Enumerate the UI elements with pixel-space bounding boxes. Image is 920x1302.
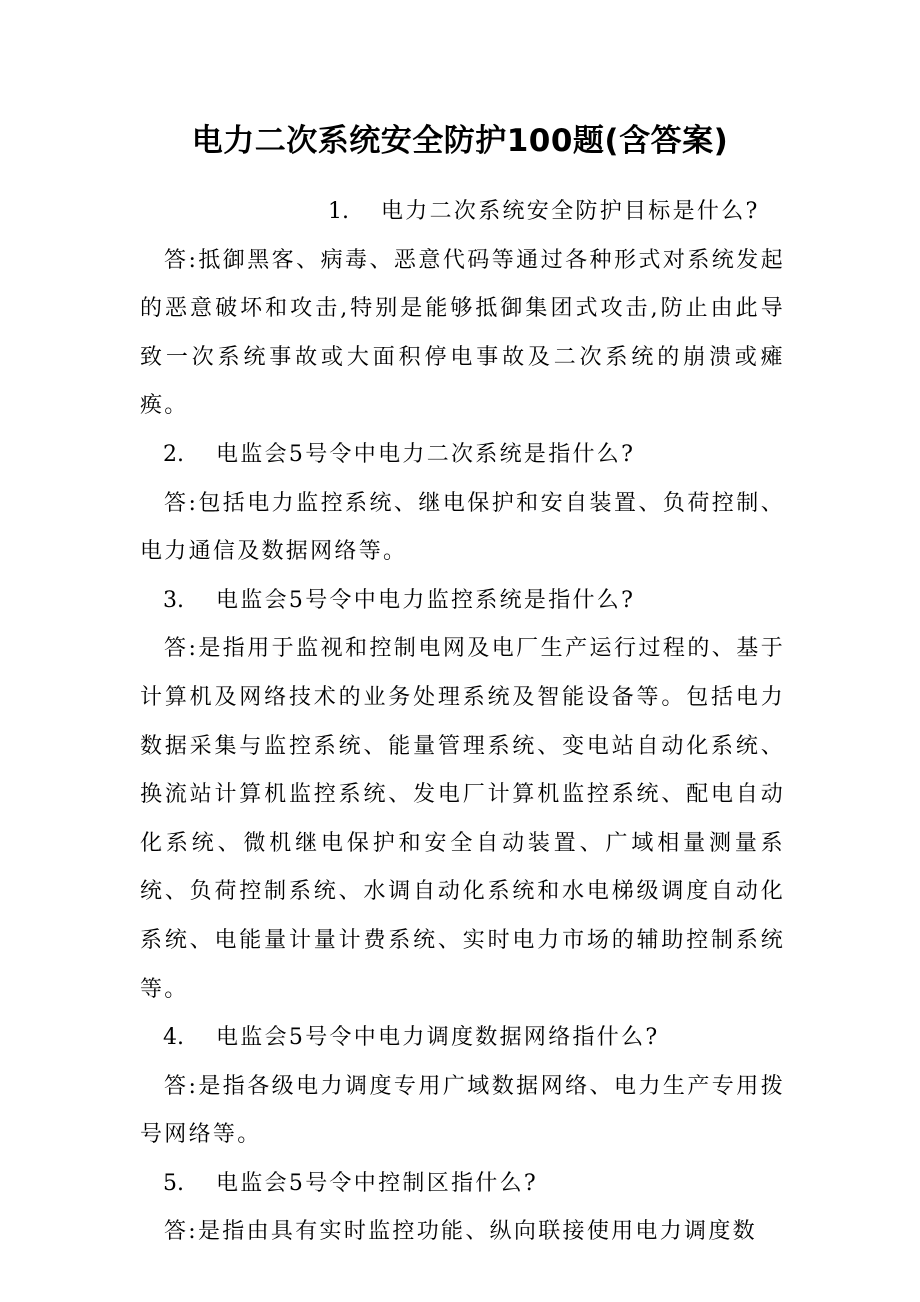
question-1 xyxy=(140,188,785,237)
question-number: 2. xyxy=(163,441,184,467)
question-4 xyxy=(140,1014,785,1063)
question-text: 电监会5号令中电力监控系统是指什么? xyxy=(216,587,636,613)
question-number: 4. xyxy=(163,1025,184,1051)
question-5 xyxy=(140,1160,785,1209)
question-text: 电监会5号令中电力二次系统是指什么? xyxy=(216,441,636,467)
question-2 xyxy=(140,431,785,480)
answer-5: 答:是指由具有实时监控功能、纵向联接使用电力调度数 xyxy=(164,1219,757,1245)
question-number: 3. xyxy=(163,587,184,613)
question-number: 5. xyxy=(163,1170,184,1196)
question-text: 电监会5号令中控制区指什么? xyxy=(216,1170,538,1196)
answer-2: 答:包括电力监控系统、继电保护和安自装置、负荷控制、电力通信及数据网络等。 xyxy=(140,490,785,565)
question-text: 电监会5号令中电力调度数据网络指什么? xyxy=(216,1025,660,1051)
answer-4: 答:是指各级电力调度专用广域数据网络、电力生产专用拨号网络等。 xyxy=(140,1073,785,1148)
question-3 xyxy=(140,577,785,626)
answer-3: 答:是指用于监视和控制电网及电厂生产运行过程的、基于计算机及网络技术的业务处理系统及智能设备等。包括电力数据采集与监控系统、能量管理系统、变电站自动化系统、换流站计算机监控系统、发电厂计算机监控系统、配电自动化系统、微机继电保护和安全自动装置、广域相量测量系统、负荷控制系统、水调自动化系统和水电梯级调度自动化系统、电能量计量计费系统、实时电力市场的辅助控制系统等。 xyxy=(140,636,785,1002)
document-title: 电力二次系统安全防护100题(含答案) xyxy=(191,123,729,159)
answer-1: 答:抵御黑客、病毒、恶意代码等通过各种形式对系统发起的恶意破坏和攻击,特别是能够抵御集团式攻击,防止由此导致一次系统事故或大面积停电事故及二次系统的崩溃或瘫痪。 xyxy=(140,247,785,419)
question-number: 1. xyxy=(328,199,349,224)
document-body xyxy=(140,188,785,1257)
question-text: 电力二次系统安全防护目标是什么? xyxy=(381,199,760,224)
